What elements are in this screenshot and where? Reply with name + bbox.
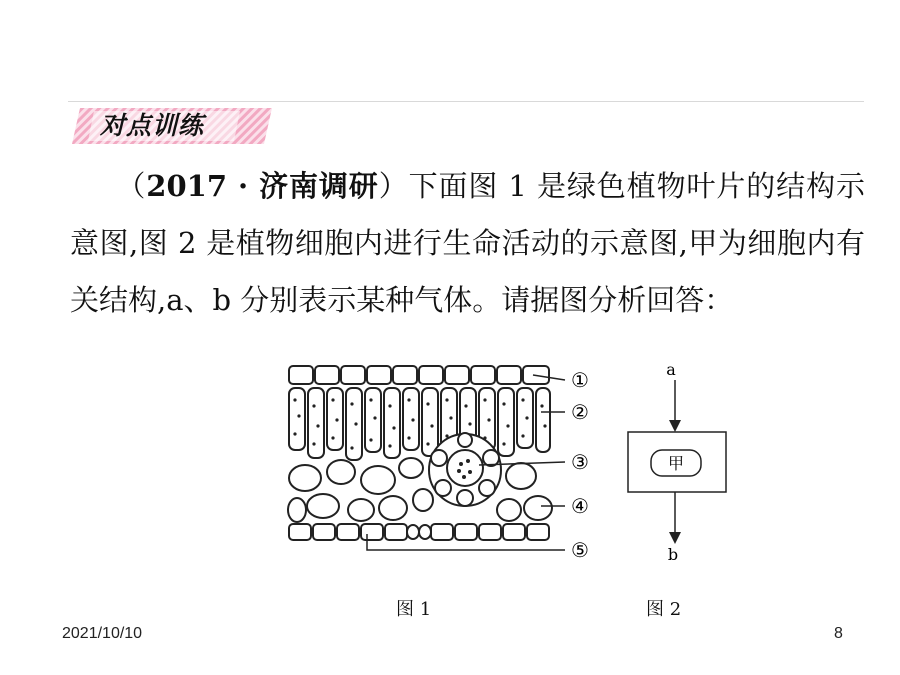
leaf-structure-figure (283, 360, 603, 580)
palisade-layer (289, 388, 550, 460)
guard-cells (407, 525, 431, 539)
upper-epidermis (289, 366, 549, 384)
label-3: ③ (571, 450, 589, 474)
question-source: 2017 · 济南调研 (146, 169, 379, 203)
structure-jia-label: 甲 (667, 454, 685, 473)
gas-exchange-figure (622, 360, 732, 575)
label-1: ① (571, 368, 589, 392)
figure2-caption: 图 2 (646, 599, 682, 620)
top-rule (68, 101, 864, 102)
label-4: ④ (571, 494, 589, 518)
footer-date: 2021/10/10 (62, 625, 143, 642)
section-title: 对点训练 (100, 111, 205, 140)
label-5: ⑤ (571, 538, 589, 562)
figure1-caption: 图 1 (396, 599, 432, 620)
source-open: （ (116, 169, 147, 203)
spongy-layer (288, 458, 552, 522)
vein-bundle (429, 433, 501, 506)
source-close: ） (378, 169, 409, 203)
page-number: 8 (834, 625, 843, 642)
label-2: ② (571, 400, 589, 424)
gas-a-label: a (666, 360, 676, 379)
question-text: 下面图 1 是绿色植物叶片的结构示意图,图 2 是植物细胞内进行生命活动的示意图,甲为细胞内有关结构,a、b 分别表示某种气体。请据图分析回答： (70, 169, 865, 317)
section-banner (72, 108, 272, 144)
question-paragraph (70, 158, 865, 329)
gas-b-label: b (667, 545, 679, 564)
